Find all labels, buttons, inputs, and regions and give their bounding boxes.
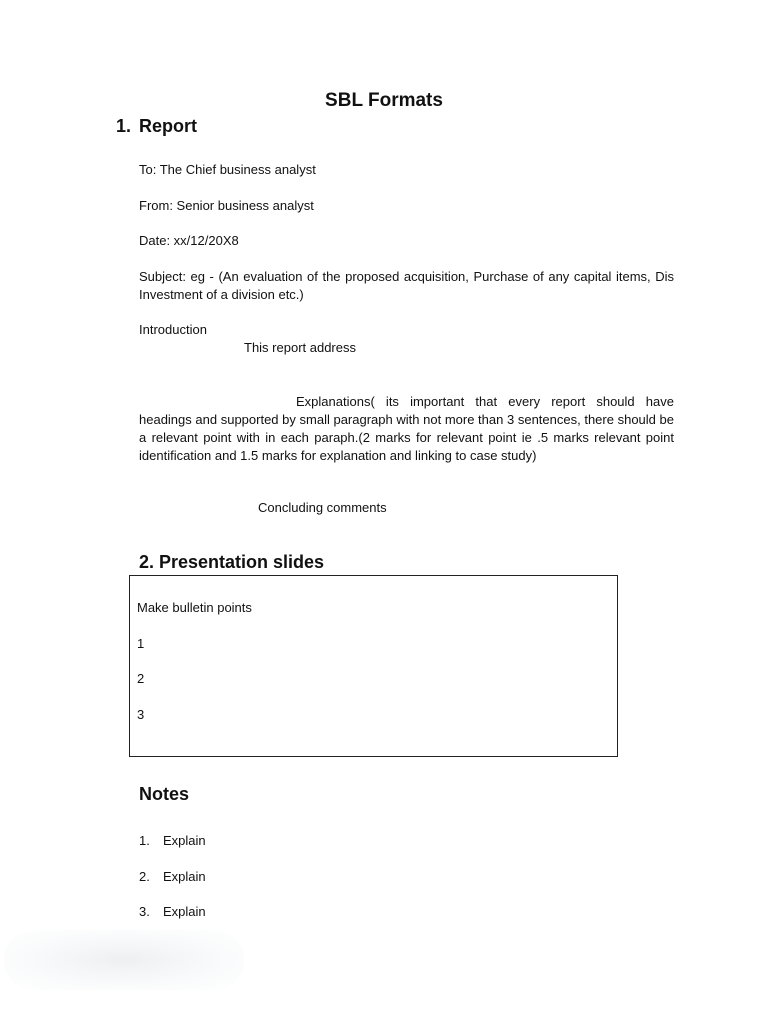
- notes-item-text: Explain: [163, 833, 206, 848]
- document-title: SBL Formats: [325, 90, 443, 111]
- notes-heading: Notes: [139, 784, 190, 804]
- report-from: From: Senior business analyst: [139, 198, 314, 213]
- presentation-slide-box: [129, 575, 618, 757]
- notes-list-item: [139, 869, 206, 884]
- scan-smudge: [4, 930, 244, 990]
- report-concluding-comments: Concluding comments: [258, 500, 387, 515]
- slide-bullet-point: 3: [137, 707, 145, 722]
- notes-list-item: [139, 833, 206, 848]
- slide-bullet-point: 1: [137, 636, 145, 651]
- notes-item-number: 3.: [139, 904, 150, 919]
- notes-item-number: 1.: [139, 833, 150, 848]
- report-explanations: Explanations( its important that every report should have headings and supported by small paragraph with not more than 3 sentences, there should be a relevant point with in each paraph.(2 marks for relevant point ie .5 marks relevant point identification and 1.5 marks for explanation and linking to case study): [139, 394, 674, 463]
- report-heading: [116, 116, 197, 137]
- notes-item-text: Explain: [163, 904, 206, 919]
- presentation-slides-heading: 2. Presentation slides: [139, 552, 325, 572]
- notes-list-item: [139, 904, 206, 919]
- report-to: To: The Chief business analyst: [139, 162, 316, 177]
- slide-bullet-point: 2: [137, 671, 145, 686]
- report-date: Date: xx/12/20X8: [139, 233, 239, 248]
- notes-item-number: 2.: [139, 869, 150, 884]
- report-subject: Subject: eg - (An evaluation of the proposed acquisition, Purchase of any capital items, Dis Investment of a division etc.): [139, 269, 674, 302]
- report-heading-label: Report: [139, 116, 197, 136]
- notes-item-text: Explain: [163, 869, 206, 884]
- report-heading-number: 1.: [116, 116, 132, 136]
- slide-intro-text: Make bulletin points: [137, 600, 252, 615]
- report-address-text: This report address: [244, 340, 356, 355]
- report-introduction: Introduction: [139, 322, 207, 337]
